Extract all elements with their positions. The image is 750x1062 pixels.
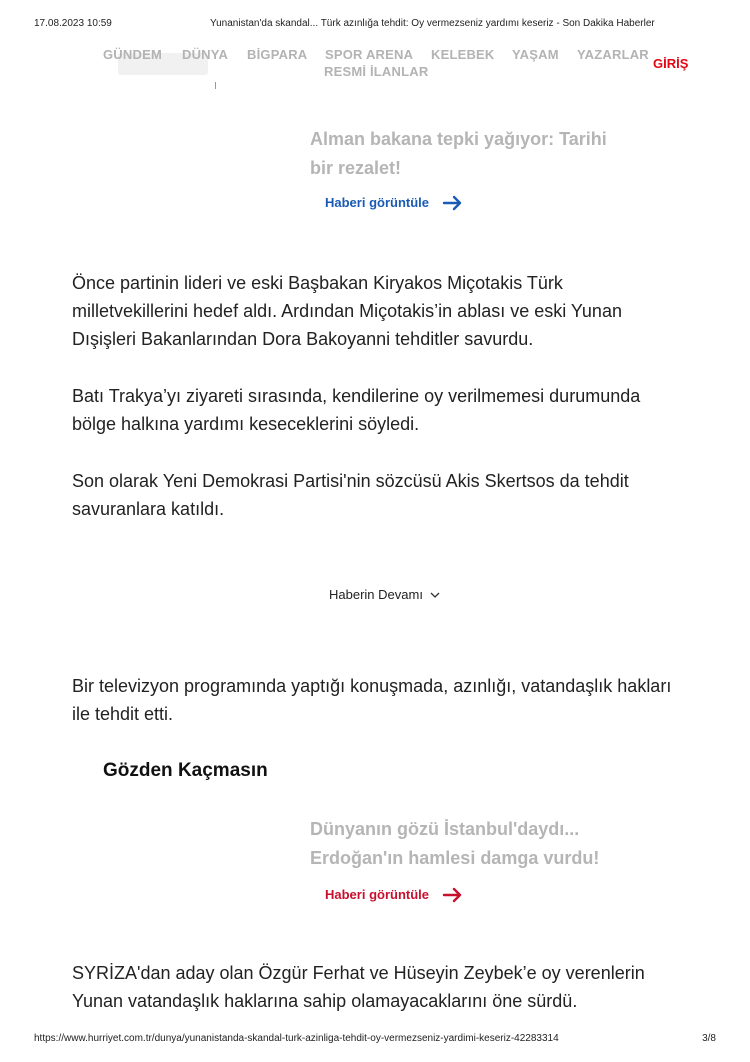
nav-item-kelebek[interactable]: KELEBEK: [431, 47, 495, 62]
promo-title[interactable]: [310, 125, 660, 183]
article-paragraph: SYRİZA'dan aday olan Özgür Ferhat ve Hüseyin Zeybek’e oy verenlerin Yunan vatandaşlık haklarına sahip olamayacaklarını öne sürdü.: [72, 963, 645, 1011]
promo-title-line: Alman bakana tepki yağıyor: Tarihi: [310, 129, 607, 149]
article-paragraph: Batı Trakya’yı ziyareti sırasında, kendilerine oy verilmemesi durumunda bölge halkına yardımı keseceklerini söyledi.: [72, 386, 641, 434]
promo-title-line: bir rezalet!: [310, 158, 402, 178]
view-news-label: Haberi görüntüle: [325, 195, 430, 210]
login-button[interactable]: GİRİŞ: [653, 56, 689, 71]
chevron-down-icon: [430, 592, 440, 598]
arrow-right-icon: [443, 196, 463, 210]
read-more-button[interactable]: [329, 587, 440, 602]
nav-item-yazarlar[interactable]: YAZARLAR: [577, 47, 649, 62]
view-news-link[interactable]: [325, 887, 463, 902]
main-nav: [0, 47, 750, 87]
nav-item-yasam[interactable]: YAŞAM: [512, 47, 559, 62]
view-news-label: Haberi görüntüle: [325, 887, 430, 902]
nav-item-dunya[interactable]: DÜNYA: [182, 47, 229, 62]
promo-title-line: Erdoğan'ın hamlesi damga vurdu!: [310, 848, 600, 868]
print-url: https://www.hurriyet.com.tr/dunya/yunanistanda-skandal-turk-azinliga-tehdit-oy-vermezseniz-yardimi-keseriz-42283314: [34, 1033, 559, 1044]
nav-item-spor-arena[interactable]: SPOR ARENA: [325, 47, 414, 62]
article-paragraph: Son olarak Yeni Demokrasi Partisi'nin sözcüsü Akis Skertsos da tehdit savuranlara katıldı.: [72, 471, 629, 519]
nav-item-gundem[interactable]: GÜNDEM: [103, 47, 162, 62]
print-document-title: Yunanistan'da skandal... Türk azınlığa tehdit: Oy vermezseniz yardımı keseriz - Son Dakika Haberler: [210, 18, 655, 29]
divider: [215, 82, 216, 89]
article-paragraph: Bir televizyon programında yaptığı konuşmada, azınlığı, vatandaşlık hakları ile tehdit etti.: [72, 676, 672, 724]
promo-title[interactable]: [310, 815, 660, 873]
page-number: 3/8: [702, 1033, 716, 1044]
view-news-link[interactable]: [325, 195, 463, 210]
read-more-label: Haberin Devamı: [329, 587, 423, 602]
nav-item-bigpara[interactable]: BİGPARA: [247, 47, 308, 62]
arrow-right-icon: [443, 888, 463, 902]
nav-item-resmi-ilanlar[interactable]: RESMİ İLANLAR: [324, 64, 429, 79]
print-datetime: 17.08.2023 10:59: [34, 18, 112, 29]
article-paragraph: Önce partinin lideri ve eski Başbakan Kiryakos Miçotakis Türk milletvekillerini hedef aldı. Ardından Miçotakis’in ablası ve eski Yunan Dışişleri Bakanlarından Dora Bakoyanni tehditler savurdu.: [72, 273, 622, 349]
section-title: Gözden Kaçmasın: [103, 760, 268, 781]
promo-title-line: Dünyanın gözü İstanbul'daydı...: [310, 819, 580, 839]
